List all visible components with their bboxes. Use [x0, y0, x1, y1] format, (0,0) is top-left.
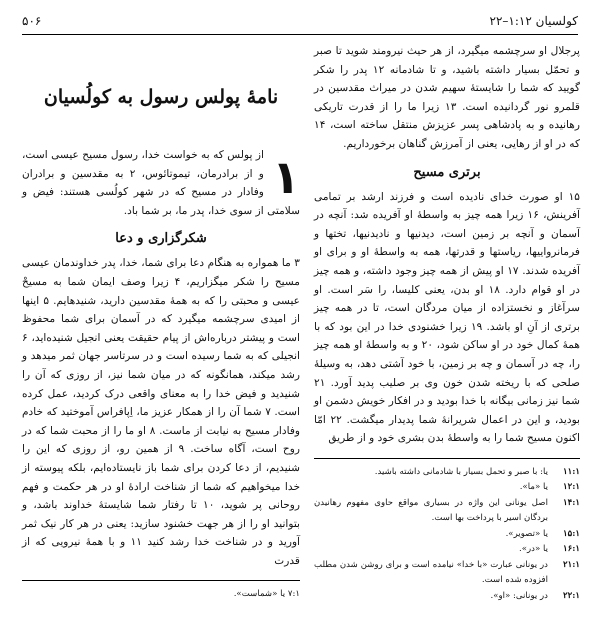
footnote-text: اصل یونانی این واژه در بسیاری مواقع حاوی مفهوم رهانیدن بردگان اسیر با پرداخت بها است.: [314, 497, 548, 524]
page-header: [22, 10, 578, 32]
right-intro-paragraph: پرجلال او سرچشمه میگیرد، از هر حیث نیرومند شوید تا صبر و تحمّل بسیار داشته باشید، و تا شادمانه ۱۲ پدر را شکر گویید که شما را شایستهٔ سهیم شدن در میراث مقدسین در قلمرو نور گردانیده است. ۱۳ زیرا ما را از قدرت تاریکی رهانیده و به پادشاهی پسر عزیزش منتقل ساخته است، ۱۴ که در او از رهایی، یعنی از آمرزش گناهان برخورداریم.: [314, 45, 581, 150]
left-section-paragraph: ۳ ما همواره به هنگام دعا برای شما، خدا، پدر خداوندمان عیسی مسیح را شکر میگزاریم، ۴ زیرا وصف ایمان شما به مسیحْ عیسی و محبتی را که به همهٔ مقدسین دارید، شنیدهایم. ۵ اینها از امیدی سرچشمه میگیرد که در آسمان برای شما محفوظ است و پیشتر درباره‌اش از پیام حقیقت یعنی انجیل شنیده‌اید، ۶ انجیلی که به شما رسیده است و در سرتاسر جهان ثمر میدهد و رشد میکند، همانگونه که در میان شما نیز، از روزی که آن را شنیدید و فیض خدا را به معنای واقعی درک کردید، عمل کرده است. ۷ شما آن را از همکار عزیز ما، اِپافراس آموختید که خادم وفادار مسیح به نیابت از ماست. ۸ او ما را از محبت شما که در روح است، آگاه ساخت. ۹ از همین رو، از روزی که این را شنیدیم، از دعا کردن برای شما باز نایستاده‌ایم، بلکه پیوسته از خدا میخواهیم که شما از شناخت ارادهٔ او در هر حکمت و فهم روحانی پر شوید، ۱۰ تا رفتار شما شایستهٔ خداوند باشد، و بتوانید او را از هر جهت خشنود سازید: یعنی در هر کار نیک ثمر آورید و در شناخت خدا رشد کنید ۱۱ و با همهٔ نیرویی که از قدرت: [22, 257, 301, 567]
footnote-text: در یونانی عبارت «با خدا» نیامده است و برای روشن شدن مطلب افزوده شده است.: [314, 559, 548, 586]
book-title: نامهٔ پولس رسول به کولُسیان: [43, 86, 279, 108]
footnote-item: [314, 589, 580, 605]
footnote-item: [314, 480, 580, 496]
chapter-intro-paragraph: از پولس که به خواست خدا، رسول مسیح عیسی است، و از برادرمان، تیموتائوس، ۲ به مقدسین و برادران وفادار در مسیح که در شهر کولُسی هستند: فیض و سلامتی از سوی خدا، پدر ما، بر شما باد.: [22, 149, 300, 217]
section-heading-thanksgiving: شکرگزاری و دعا: [115, 231, 207, 247]
right-footnotes: [314, 458, 580, 605]
footnote-text: ۷:۱ یا «شماست».: [233, 589, 300, 599]
right-column: [314, 42, 580, 604]
right-section-paragraph: ۱۵ او صورت خدای نادیده است و فرزند ارشد بر تمامی آفرینش، ۱۶ زیرا همه چیز به واسطهٔ او آفریده شد: آنچه در آسمان و آنچه بر زمین است، دیدنیها و نادیدنیها، تختها و فرمانرواییها، ریاستها و قدرتها، همه به واسطهٔ او و برای او آفریده شدند. ۱۷ او پیش از همه چیز وجود داشته، و همه چیز در او قوام دارد. ۱۸ او بدن، یعنی کلیسا، را سَر است. او سرآغاز و نخستزاده از میان مردگان است، تا در همه چیز برتری از آنِ او باشد. ۱۹ زیرا خشنودی خدا در این بود که با همهٔ کمال خود در او ساکن شود، ۲۰ و به واسطهٔ او همه چیز را، چه در آسمان و چه بر زمین، با خود آشتی دهد، به وسیلهٔ صلحی که با ریخته شدن خون وی بر صلیب پدید آورد. ۲۱ شما نیز زمانی بیگانه با خدا بودید و در افکار خویش دشمن او بودید، و این در اعمال شریرانهٔ شما پدیدار میگشت. ۲۲ امّا اکنون مسیح شما را به واسطهٔ بدن بشری خود و از طریق: [314, 190, 581, 445]
footnote-item: [314, 527, 580, 543]
footnote-text: در یونانی: «او».: [490, 590, 548, 601]
footnote-item: [314, 542, 580, 558]
footnote-item: [314, 465, 580, 481]
chapter-opening: [22, 146, 300, 220]
chapter-number: ۱: [271, 150, 300, 204]
section-heading-supremacy: برتری مسیح: [413, 164, 481, 180]
footnote-text: یا «تصویر».: [505, 528, 548, 539]
footnote-ref: ۱۴:۱: [562, 497, 580, 508]
header-rule: [22, 34, 578, 35]
footnote-text: یا: با صبر و تحمل بسیار با شادمانی داشته باشید.: [374, 466, 548, 477]
footnote-ref: ۱۵:۱: [562, 528, 580, 539]
page-number: ۵۰۶: [22, 14, 42, 28]
footnote-ref: ۱۱:۱: [562, 466, 580, 477]
running-title: کولسیان ۱:۱۲–۲۲: [489, 14, 578, 28]
left-column: [22, 42, 300, 570]
left-footnote: [22, 580, 300, 602]
footnote-ref: ۱۶:۱: [562, 544, 580, 555]
footnote-item: [314, 496, 580, 527]
footnote-text: یا «ما».: [519, 482, 548, 493]
footnote-ref: ۱۲:۱: [562, 482, 580, 493]
footnote-text: یا «در».: [519, 544, 548, 555]
footnote-item: [314, 558, 580, 589]
footnote-ref: ۲۱:۱: [562, 559, 580, 570]
footnote-ref: ۲۲:۱: [562, 590, 580, 601]
